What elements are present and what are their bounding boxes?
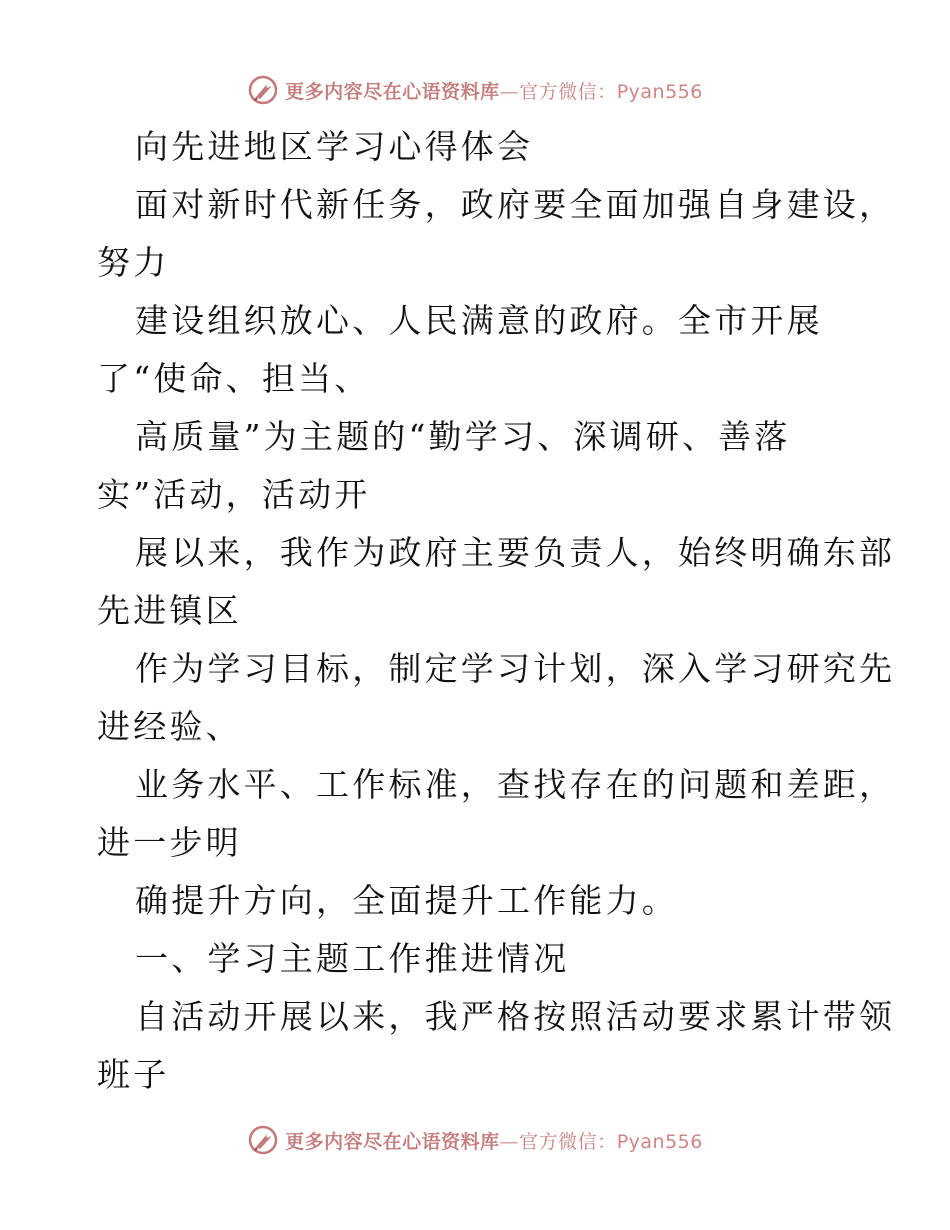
pen-logo-icon bbox=[247, 1124, 279, 1156]
section-heading: 一、学习主题工作推进情况 bbox=[135, 939, 570, 978]
text-line: 进经验、 bbox=[97, 707, 242, 746]
text-line: 班子 bbox=[97, 1055, 170, 1094]
watermark-main-text: 更多内容尽在心语资料库 bbox=[285, 1130, 500, 1153]
text-line: 面对新时代新任务，政府要全面加强自身建设， bbox=[135, 185, 896, 224]
watermark-separator: — bbox=[499, 1130, 520, 1153]
header-watermark bbox=[0, 70, 950, 110]
text-line: 展以来，我作为政府主要负责人，始终明确东部 bbox=[135, 533, 896, 572]
text-line: 进一步明 bbox=[97, 823, 242, 862]
pen-logo-icon bbox=[247, 74, 279, 106]
text-line: 了“使命、担当、 bbox=[97, 359, 371, 398]
watermark-label: 官方微信： bbox=[519, 1130, 617, 1153]
text-line: 实”活动，活动开 bbox=[97, 475, 371, 514]
text-line: 努力 bbox=[97, 243, 170, 282]
watermark-wechat-id: Pyan556 bbox=[616, 80, 703, 103]
watermark-main-text: 更多内容尽在心语资料库 bbox=[285, 80, 500, 103]
watermark-label: 官方微信： bbox=[519, 80, 617, 103]
text-line: 确提升方向，全面提升工作能力。 bbox=[135, 881, 678, 920]
text-line: 业务水平、工作标准，查找存在的问题和差距， bbox=[135, 765, 896, 804]
text-line: 建设组织放心、人民满意的政府。全市开展 bbox=[135, 301, 823, 340]
text-line: 自活动开展以来，我严格按照活动要求累计带领 bbox=[135, 997, 896, 1036]
watermark-separator: — bbox=[499, 80, 520, 103]
footer-watermark bbox=[0, 1120, 950, 1160]
text-line: 先进镇区 bbox=[97, 591, 242, 630]
document-body bbox=[97, 118, 896, 1104]
text-line: 作为学习目标，制定学习计划，深入学习研究先 bbox=[135, 649, 896, 688]
document-title: 向先进地区学习心得体会 bbox=[135, 127, 534, 166]
text-line: 高质量”为主题的“勤学习、深调研、善落 bbox=[135, 417, 791, 456]
watermark-wechat-id: Pyan556 bbox=[616, 1130, 703, 1153]
